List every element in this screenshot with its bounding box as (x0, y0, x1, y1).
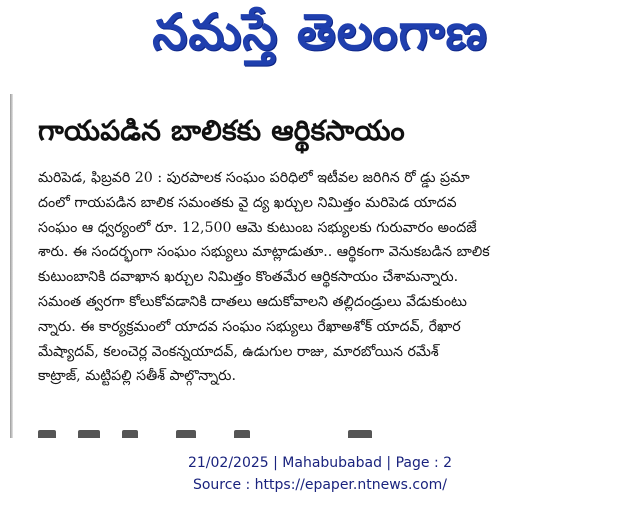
article-line: శారు. ఈ సందర్భంగా సంఘం సభ్యులు మాట్లాడుతూ.. ఆర్థికంగా వెనుకబడిన బాలిక (38, 244, 490, 261)
cropped-glyph (348, 430, 372, 438)
edition-date-line: 21/02/2025 | Mahabubabad | Page : 2 (187, 455, 453, 471)
masthead (0, 0, 640, 76)
article-body (38, 166, 624, 389)
page-footer (0, 452, 640, 496)
article-line: మరిపెడ, ఫిబ్రవరి 20 : పురపాలక సంఘం పరిధిలో ఇటీవల జరిగిన రో డ్డు ప్రమా (38, 170, 470, 186)
cropped-glyph (176, 430, 196, 438)
article-line: కుటుంబానికి దవాఖాన ఖర్చుల నిమిత్తం కొంతమేర ఆర్థికసాయం చేశామన్నారు. (38, 269, 459, 286)
cropped-glyph (122, 430, 138, 438)
article-line: కాట్రాజ్, మట్టిపల్లి సతీశ్ పాల్గొన్నారు. (38, 368, 236, 385)
cropped-glyph (78, 430, 100, 438)
article-line: మేష్యాదవ్, కలంచెర్ల వెంకన్నయాదవ్, ఉడుగుల రాజు, మారబోయిన రమేశ్ (38, 343, 439, 360)
cropped-glyph (38, 430, 56, 438)
article-line: న్నారు. ఈ కార్యక్రమంలో యాదవ సంఘం సభ్యులు రేఖాఅశోక్ యాదవ్, రేఖార (38, 318, 461, 335)
article-line: సమంత త్వరగా కోలుకోవడానికి దాతలు ఆదుకోవాలని తల్లిదండ్రులు వేడుకుంటు (38, 293, 467, 310)
news-clipping (10, 94, 630, 438)
source-line: Source : https://epaper.ntnews.com/ (192, 477, 448, 493)
cropped-glyph (234, 430, 250, 438)
article-line: దంలో గాయపడిన బాలిక సమంతకు వై ద్య ఖర్చుల నిమిత్తం మరిపెడ యాదవ (38, 194, 457, 211)
clipping-edge (10, 94, 13, 438)
article-line: సంఘం ఆ ధ్వర్యంలో రూ. 12,500 ఆమె కుటుంబ సభ్యులకు గురువారం అందజే (38, 219, 477, 236)
newspaper-logo: నమస్తే తెలంగాణ (152, 2, 488, 61)
article-headline: గాయపడిన బాలికకు ఆర్థికసాయం (38, 114, 405, 147)
cropped-next-headline (38, 430, 598, 438)
